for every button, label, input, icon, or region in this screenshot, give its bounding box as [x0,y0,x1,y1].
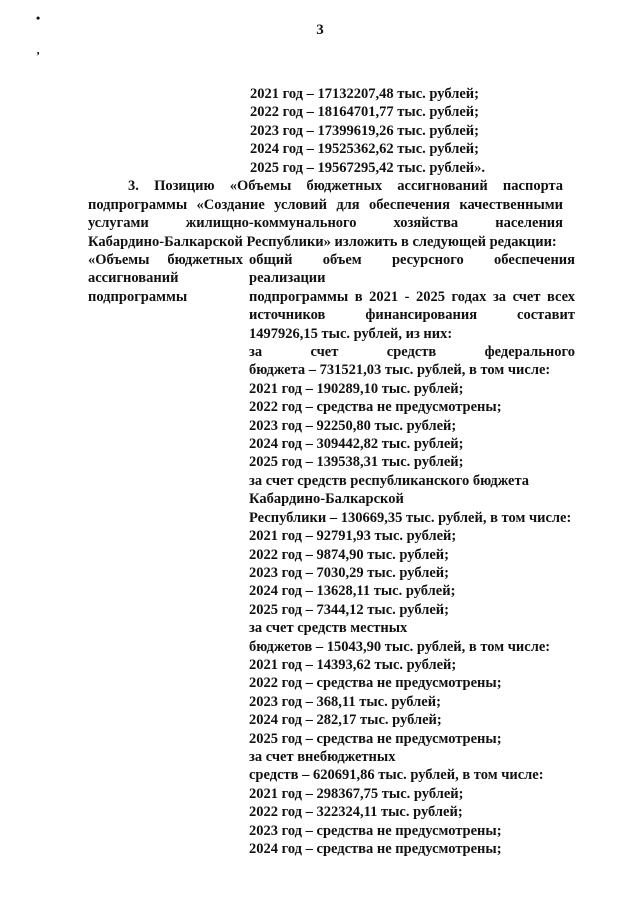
corner-mark-top: • [36,11,41,25]
year-line: 2025 год – 19567295,42 тыс. рублей». [250,159,486,176]
content-line: 2021 год – 14393,62 тыс. рублей; [249,656,457,673]
content-line: Кабардино-Балкарской [249,491,404,508]
content-line: средств – 620691,86 тыс. рублей, в том числе: [249,767,544,784]
content-line: 2023 год – 368,11 тыс. рублей; [249,693,441,710]
content-line: 2022 год – 322324,11 тыс. рублей; [249,804,463,821]
content-line: подпрограммы в 2021 - 2025 годах за счет всех [249,288,575,305]
label-line: подпрограммы [88,288,188,305]
page-number: 3 [316,22,324,38]
year-line: 2023 год – 17399619,26 тыс. рублей; [250,122,479,139]
content-line: за счет средств республиканского бюджета [249,472,530,489]
content-line: 2024 год – 282,17 тыс. рублей; [249,712,442,729]
year-line: 2021 год – 17132207,48 тыс. рублей; [250,86,479,102]
content-line: 2021 год – 190289,10 тыс. рублей; [249,380,464,397]
paragraph-line: Кабардино-Балкарской Республики» изложить в следующей редакции: [88,233,557,250]
content-line: 2024 год – средства не предусмотрены; [249,841,502,857]
content-line: за счет средств местных [249,620,408,637]
content-line: общий объем ресурсного обеспечения реализации [249,252,575,287]
amendment-paragraph [88,177,563,251]
year-line: 2022 год – 18164701,77 тыс. рублей; [250,104,479,121]
content-line: Республики – 130669,35 тыс. рублей, в том числе: [249,509,572,526]
content-line: 2023 год – 92250,80 тыс. рублей; [249,417,457,434]
content-line: 2022 год – средства не предусмотрены; [249,675,502,692]
content-line: 2024 год – 13628,11 тыс. рублей; [249,583,456,600]
content-line: 2022 год – средства не предусмотрены; [249,399,502,416]
content-line: бюджета – 731521,03 тыс. рублей, в том числе: [249,362,551,379]
content-line: 2021 год – 92791,93 тыс. рублей; [249,528,457,545]
content-line: 2024 год – 309442,82 тыс. рублей; [249,436,464,453]
corner-mark-bottom: ʼ [36,49,40,63]
paragraph-line: услугами жилищно-коммунального хозяйства населения [88,215,563,232]
content-line: за счет внебюджетных [249,748,396,765]
table-content-column [249,251,575,858]
content-line: 2025 год – 7344,12 тыс. рублей; [249,601,449,618]
top-years-list [250,85,485,177]
content-line: источников финансирования составит [249,307,575,324]
paragraph-line: 3. Позицию «Объемы бюджетных ассигнований паспорта [128,178,563,194]
content-line: 2022 год – 9874,90 тыс. рублей; [249,546,449,563]
content-line: 2025 год – средства не предусмотрены; [249,730,502,747]
content-line: 2023 год – 7030,29 тыс. рублей; [249,564,449,581]
content-line: бюджетов – 15043,90 тыс. рублей, в том числе: [249,638,551,655]
content-line: 2021 год – 298367,75 тыс. рублей; [249,785,464,802]
content-line: 2023 год – средства не предусмотрены; [249,822,502,839]
year-line: 2024 год – 19525362,62 тыс. рублей; [250,141,479,158]
paragraph-line: подпрограммы «Создание условий для обеспечения качественными [88,196,563,213]
content-line: 2025 год – 139538,31 тыс. рублей; [249,454,464,471]
label-line: ассигнований [88,270,179,287]
label-line: «Объемы бюджетных [88,252,243,268]
content-line: за счет средств федерального [249,344,575,361]
content-line: 1497926,15 тыс. рублей, из них: [249,325,453,342]
table-label-column [88,251,243,306]
